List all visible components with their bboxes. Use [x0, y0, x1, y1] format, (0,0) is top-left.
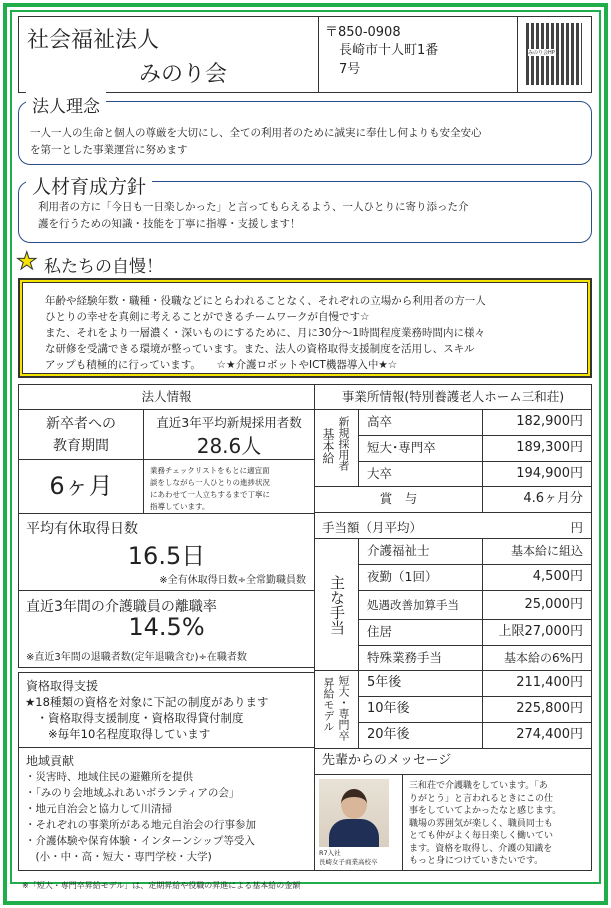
model-row-label: 10年後 [358, 696, 483, 723]
allowance-label: 住居 [358, 619, 483, 646]
footer-note: ※「短大・専門卒昇給モデル」は、定期昇給や役職の昇進による基本給の金額 [22, 881, 301, 890]
community-item: ・地元自治会と協力して川清掃 [25, 803, 172, 815]
community-item: ・災害時、地域住民の避難所を提供 [25, 771, 193, 783]
community-cell [18, 747, 315, 871]
allowance-value: 基本給の6%円 [482, 645, 592, 671]
allowance-header: 手当額（月平均） [322, 520, 423, 535]
message-text: 三和荘で介護職をしています。「あ りがとう」と言われるときにこの仕 事をしていてよかったなと感じます。 職場の雰囲気が楽しく、職員同士も とても仲がよく毎日楽しく働いてい ます。資格を取得し、介護の知識を もっと身につけていきたいです。 [402, 774, 592, 871]
postal-code: 〒850-0908 [325, 25, 401, 40]
allowance-unit: 円 [570, 520, 583, 535]
base-row-label: 短大･専門卒 [358, 435, 483, 462]
allowance-value: 25,000円 [482, 590, 592, 620]
turnover-note: ※直近3年間の退職者数(定年退職含む)÷在職者数 [26, 652, 247, 663]
org-name: みのり会 [139, 62, 228, 87]
photo-face [341, 789, 367, 819]
model-row-label: 5年後 [358, 670, 483, 697]
community-list [25, 769, 256, 865]
qualification-cell [18, 672, 315, 748]
bonus-value: 4.6ヶ月分 [482, 486, 592, 513]
message-header: 先輩からのメッセージ [314, 748, 592, 775]
allowance-value: 4,500円 [482, 564, 592, 591]
qr-label: みのり会HP [528, 50, 555, 56]
allowance-label: 介護福祉士 [358, 538, 483, 565]
base-row-label: 高卒 [358, 409, 483, 436]
edu-note: 業務チェックリストをもとに適宜面 談をしながら一人ひとりの進捗状況 にあわせて一人立ちするまで丁寧に 指導しています。 [143, 459, 315, 514]
turnover-cell [18, 590, 315, 668]
leave-cell [18, 513, 315, 591]
bonus-label: 賞 与 [314, 486, 483, 513]
allowance-group-label: 主な手当 [328, 575, 346, 635]
base-pay-label: 基本給 [321, 428, 335, 464]
edu-label: 新卒者への 教育期間 [18, 409, 144, 460]
model-row-value: 274,400円 [482, 722, 592, 749]
community-item: ・介護体験や保育体験・インターンシップ等受入 [25, 835, 255, 847]
allowance-group [314, 538, 359, 671]
training-title: 人材育成方針 [26, 172, 152, 199]
salary-model-label: 昇給モデル [322, 677, 335, 732]
allowance-label: 処遇改善加算手当 [358, 590, 483, 620]
turnover-label: 直近3年間の介護職員の離職率 [26, 599, 217, 615]
office-header: 事業所情報(特別養護老人ホーム三和荘) [314, 384, 592, 410]
community-item: ・それぞれの事業所がある地元自治会の行事参加 [25, 819, 256, 831]
base-pay-sub: 新規採用者 [337, 416, 350, 471]
address: 長崎市十人町1番7号 [339, 43, 439, 77]
salary-model-sub: 短大・専門卒 [337, 675, 350, 741]
allowance-value: 上限27,000円 [482, 619, 592, 646]
base-pay-group [314, 409, 359, 487]
corp-header: 法人情報 [18, 384, 315, 410]
base-row-label: 大卒 [358, 461, 483, 487]
qualification-text: ★18種類の資格を対象に下記の制度があります ・資格取得支援制度・資格取得貸付制度 ※毎年10名程度取得しています [25, 695, 269, 741]
leave-label: 平均有休取得日数 [26, 521, 138, 537]
pride-box [18, 278, 592, 378]
community-title: 地域貢献 [26, 754, 75, 768]
base-row-value: 189,300円 [482, 435, 592, 462]
allowance-value: 基本給に組込 [482, 538, 592, 565]
qr-cell [517, 16, 592, 93]
philosophy-text: 一人一人の生命と個人の尊厳を大切にし、全ての利用者のために誠実に奉仕し何よりも安全安心 を第一とした事業運営に努めます [30, 127, 482, 156]
photo-caption: R7入社 長崎女子商業高校卒 [319, 849, 378, 866]
pride-title: 私たちの自慢！ [44, 257, 163, 277]
community-item: (小・中・高・短大・専門学校・大学) [25, 851, 212, 863]
leave-value: 16.5日 [127, 542, 206, 570]
model-row-value: 225,800円 [482, 696, 592, 723]
base-row-value: 194,900円 [482, 461, 592, 487]
staff-photo [319, 779, 389, 847]
allowance-header-cell [314, 512, 592, 539]
pride-text: 年齢や経験年数・職種・役職などにとらわれることなく、それぞれの立場から利用者の方一人 ひとりの幸せを真剣に考えることができるチームワークが自慢です☆ また、それをより一層濃く・深いものにするために、月に30分～1時間程度業務時間内に様々 な研修を受講できる環境が整っています。また、法人の資格取得支援制度を活用し、スキル アップも積極的に行っています。 ☆★介護ロボットやICT機器導入中★☆ [45, 295, 486, 371]
hire-value: 28.6人 [196, 434, 262, 458]
base-row-value: 182,900円 [482, 409, 592, 436]
star-icon: ★ [16, 247, 38, 275]
allowance-label: 夜勤（1回） [358, 564, 483, 591]
turnover-value: 14.5% [128, 613, 205, 641]
salary-model-group [314, 670, 359, 749]
training-text: 利用者の方に「今日も一日楽しかった」と言ってもらえるよう、一人ひとりに寄り添った介 護を行うための知識・技能を丁寧に指導・支援します！ [38, 201, 469, 230]
address-cell [318, 16, 443, 93]
philosophy-title: 法人理念 [26, 92, 106, 117]
photo-uniform [329, 819, 379, 847]
qualification-title: 資格取得支援 [26, 679, 99, 693]
model-row-label: 20年後 [358, 722, 483, 749]
community-item: ・「みのり会地域ふれあいボランティアの会」 [25, 787, 240, 799]
org-title-cell [18, 16, 320, 93]
hire-label: 直近3年平均新規採用者数 [156, 415, 302, 430]
org-type: 社会福祉法人 [27, 28, 160, 53]
leave-note: ※全有休取得日数÷全常勤職員数 [159, 575, 306, 586]
photo-cell [314, 774, 403, 871]
hire-cell [143, 409, 315, 460]
edu-value: 6ヶ月 [18, 459, 144, 514]
model-row-value: 211,400円 [482, 670, 592, 697]
allowance-label: 特殊業務手当 [358, 645, 483, 671]
